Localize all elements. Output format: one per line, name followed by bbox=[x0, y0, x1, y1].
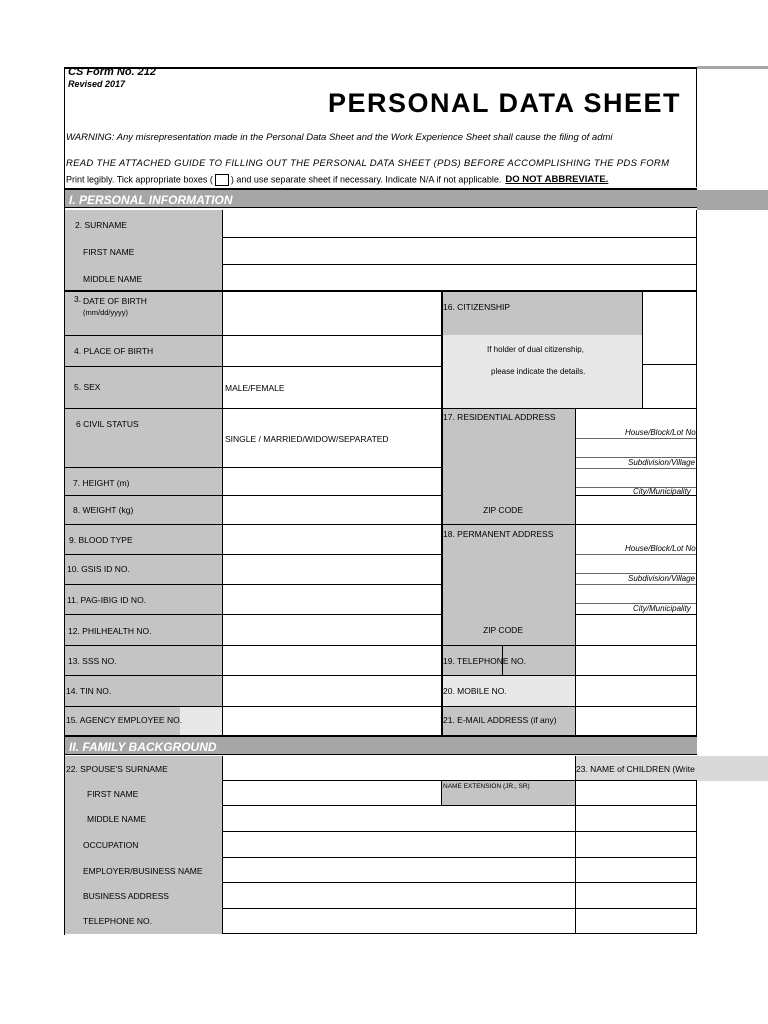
blood-type-input[interactable] bbox=[223, 525, 441, 554]
first-name-input[interactable] bbox=[223, 238, 696, 264]
label-res-zip: ZIP CODE bbox=[483, 505, 523, 515]
label-residential-address: 17. RESIDENTIAL ADDRESS bbox=[443, 412, 556, 422]
guide-instruction: READ THE ATTACHED GUIDE TO FILLING OUT THE PERSONAL DATA SHEET (PDS) BEFORE ACCOMPLISHING THE PDS FORM bbox=[66, 158, 670, 169]
section-personal-information: I. PERSONAL INFORMATION bbox=[65, 188, 697, 208]
spouse-telephone-input[interactable] bbox=[223, 909, 575, 933]
label-blood-type: 9. BLOOD TYPE bbox=[69, 535, 133, 545]
res-city-hint: City/Municipality bbox=[633, 487, 691, 496]
label-email-address: 21. E-MAIL ADDRESS (if any) bbox=[443, 715, 557, 725]
label-name-ext-text: NAME EXTENSION (JR., SR) bbox=[443, 783, 530, 790]
business-address-input[interactable] bbox=[223, 883, 575, 908]
label-sss: 13. SSS NO. bbox=[68, 656, 117, 666]
civil-status-options: SINGLE / MARRIED/WIDOW/SEPARATED bbox=[225, 434, 389, 444]
perm-subdivision-hint: Subdivision/Village bbox=[628, 574, 696, 583]
pagibig-input[interactable] bbox=[223, 585, 441, 614]
spouse-first-name-input[interactable] bbox=[223, 781, 441, 805]
spouse-surname-input[interactable] bbox=[223, 756, 575, 780]
surname-input[interactable] bbox=[223, 210, 696, 237]
tin-input[interactable] bbox=[223, 676, 441, 706]
sss-input[interactable] bbox=[223, 646, 441, 675]
label-permanent-address: 18. PERMANENT ADDRESS bbox=[443, 529, 554, 539]
form-number: CS Form No. 212 bbox=[68, 66, 157, 78]
warning-text: WARNING: Any misrepresentation made in the Personal Data Sheet and the Work Experience Sheet shall cause the filing of admi bbox=[66, 132, 613, 143]
form-revision: Revised 2017 bbox=[68, 79, 126, 89]
section-extension bbox=[697, 190, 768, 210]
sex-options: MALE/FEMALE bbox=[225, 383, 285, 393]
date-of-birth-input[interactable] bbox=[223, 292, 441, 335]
label-sex: 5. SEX bbox=[74, 382, 101, 392]
place-of-birth-input[interactable] bbox=[223, 336, 441, 366]
label-spouse-first-name: FIRST NAME bbox=[87, 789, 139, 799]
label-children: 23. NAME of CHILDREN (Write bbox=[576, 764, 695, 774]
header-gray-tab bbox=[697, 66, 768, 69]
label-dob-number: 3. bbox=[74, 294, 82, 304]
label-height: 7. HEIGHT (m) bbox=[73, 478, 130, 488]
label-middle-name: MIDDLE NAME bbox=[83, 274, 143, 284]
label-business-address: BUSINESS ADDRESS bbox=[83, 891, 169, 901]
height-input[interactable] bbox=[223, 468, 441, 495]
perm-city-hint: City/Municipality bbox=[633, 604, 691, 613]
label-mobile-no: 20. MOBILE NO. bbox=[443, 686, 507, 696]
employer-input[interactable] bbox=[223, 858, 575, 882]
label-employer: EMPLOYER/BUSINESS NAME bbox=[83, 866, 203, 876]
label-address-block bbox=[441, 408, 575, 645]
occupation-input[interactable] bbox=[223, 832, 575, 857]
label-citizenship bbox=[441, 292, 642, 335]
section-family-background: II. FAMILY BACKGROUND bbox=[65, 735, 697, 755]
form-right-border bbox=[696, 67, 697, 187]
middle-name-input[interactable] bbox=[223, 265, 696, 290]
print-instruction-a: Print legibly. Tick appropriate boxes ( bbox=[66, 174, 213, 185]
dual-note-line1: If holder of dual citizenship, bbox=[487, 345, 584, 354]
label-weight: 8. WEIGHT (kg) bbox=[73, 505, 134, 515]
label-occupation: OCCUPATION bbox=[83, 840, 139, 850]
spouse-middle-name-input[interactable] bbox=[223, 806, 575, 831]
philhealth-input[interactable] bbox=[223, 615, 441, 645]
label-spouse-middle-name: MIDDLE NAME bbox=[87, 814, 147, 824]
label-tin: 14. TIN NO. bbox=[66, 686, 112, 696]
tick-box-sample bbox=[215, 174, 229, 186]
email-input[interactable] bbox=[576, 707, 696, 735]
label-telephone-no: 19. TELEPHONE NO. bbox=[443, 656, 526, 666]
mobile-input[interactable] bbox=[576, 676, 696, 706]
label-citizenship-text: 16. CITIZENSHIP bbox=[443, 302, 511, 312]
label-spouse-telephone: TELEPHONE NO. bbox=[83, 916, 152, 926]
form-top-border bbox=[64, 67, 697, 69]
agency-label-light bbox=[180, 706, 222, 735]
page-title: PERSONAL DATA SHEET bbox=[328, 88, 682, 118]
label-date-of-birth: DATE OF BIRTH bbox=[83, 296, 147, 306]
dual-note-line2: please indicate the details. bbox=[491, 367, 586, 376]
agency-employee-input[interactable] bbox=[223, 707, 441, 735]
children-names-input[interactable] bbox=[576, 781, 696, 933]
label-pagibig: 11. PAG-IBIG ID NO. bbox=[67, 595, 147, 605]
label-first-name: FIRST NAME bbox=[83, 247, 135, 257]
label-agency-employee: 15. AGENCY EMPLOYEE NO. bbox=[66, 715, 183, 725]
label-perm-zip: ZIP CODE bbox=[483, 625, 523, 635]
res-house-hint: House/Block/Lot No bbox=[625, 428, 696, 437]
label-surname: 2. SURNAME bbox=[75, 220, 127, 230]
print-instruction-b: ) and use separate sheet if necessary. Indicate N/A if not applicable. bbox=[230, 174, 502, 185]
label-spouse-surname: 22. SPOUSE'S SURNAME bbox=[66, 764, 168, 774]
label-philhealth: 12. PHILHEALTH NO. bbox=[68, 626, 152, 636]
label-dob-format: (mm/dd/yyyy) bbox=[83, 308, 128, 317]
label-place-of-birth: 4. PLACE OF BIRTH bbox=[74, 346, 154, 356]
perm-house-hint: House/Block/Lot No bbox=[625, 544, 696, 553]
gsis-input[interactable] bbox=[223, 555, 441, 584]
label-civil-status: 6 CIVIL STATUS bbox=[76, 419, 139, 429]
print-instruction bbox=[66, 174, 608, 186]
res-subdivision-hint: Subdivision/Village bbox=[628, 458, 696, 467]
weight-input[interactable] bbox=[223, 496, 441, 524]
telephone-input[interactable] bbox=[576, 646, 696, 675]
citizenship-input[interactable] bbox=[643, 292, 696, 364]
label-block-civil bbox=[65, 408, 222, 467]
no-abbreviate-note: DO NOT ABBREVIATE. bbox=[505, 174, 609, 186]
label-gsis: 10. GSIS ID NO. bbox=[67, 564, 130, 574]
